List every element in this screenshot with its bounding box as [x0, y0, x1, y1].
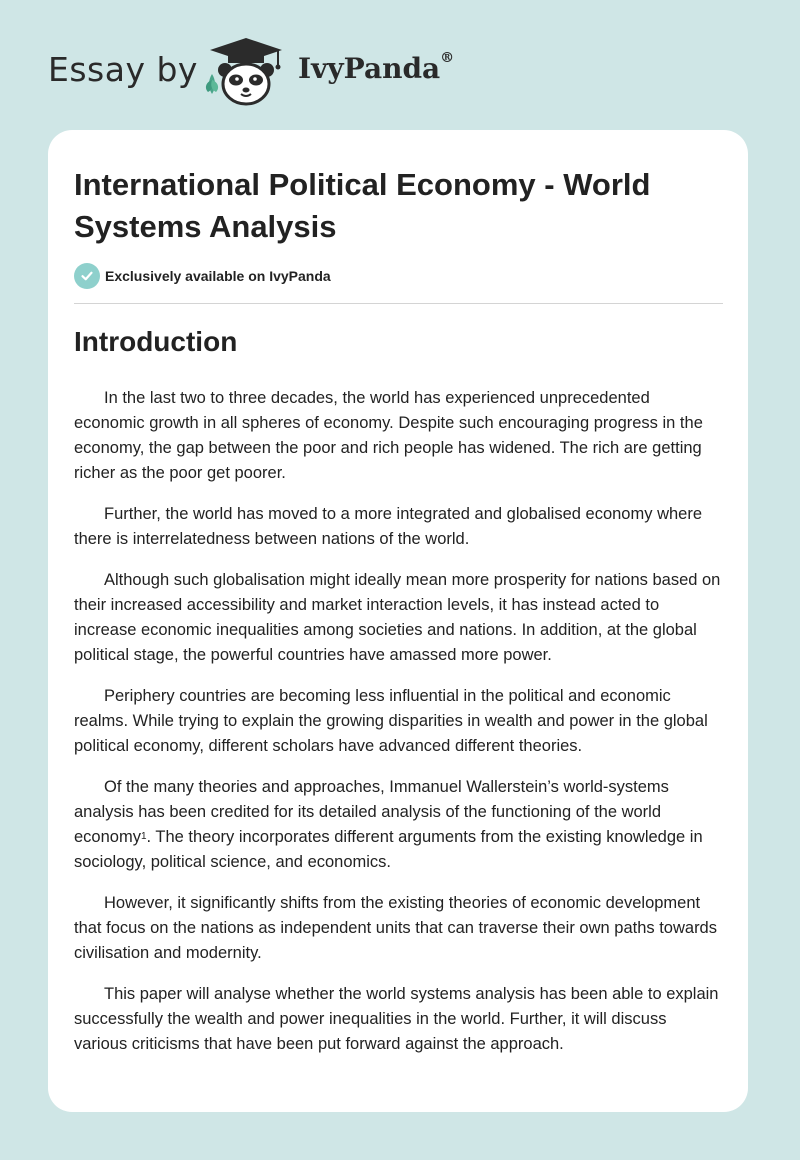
paragraph: This paper will analyse whether the world systems analysis has been able to explain successfully the wealth and power inequalities in the world. Further, it will discuss various criticisms that have been put forward against the approach. — [74, 985, 719, 1053]
paragraph-text: . The theory incorporates different arguments from the existing knowledge in sociology, political science, and economics. — [74, 828, 703, 871]
footnote-link[interactable]: 1 — [140, 831, 147, 842]
paragraph-text: Of the many theories and approaches, Immanuel Wallerstein’s world-systems analysis has been credited for its detailed analysis of the functioning of the world economy — [74, 778, 669, 846]
divider — [74, 303, 723, 304]
brand-logo-text[interactable] — [298, 52, 454, 85]
exclusive-badge — [74, 263, 331, 289]
paragraph — [74, 775, 724, 875]
paragraph: However, it significantly shifts from the existing theories of economic development that focus on the nations as independent units that can traverse their own paths towards civilisation and modernity. — [74, 894, 717, 962]
paragraph: Although such globalisation might ideally mean more prosperity for nations based on their increased accessibility and market interaction levels, it has instead acted to increase economic inequalities among societies and nations. In addition, at the global political stage, the powerful countries have amassed more power. — [74, 571, 721, 664]
article-card — [48, 130, 748, 1112]
registered-mark: ® — [440, 50, 455, 66]
article-body — [74, 386, 724, 1073]
exclusive-badge-label: Exclusively available on IvyPanda — [105, 268, 331, 284]
paragraph: In the last two to three decades, the world has experienced unprecedented economic growth in all spheres of economy. Despite such encouraging progress in the economy, the gap between the poor and rich people has widened. The rich are getting richer as the poor get poorer. — [74, 389, 703, 482]
page-title: International Political Economy - World Systems Analysis — [74, 167, 651, 244]
section-heading: Introduction — [74, 326, 238, 357]
essay-by-label: Essay by — [48, 50, 198, 89]
brand-name: IvyPanda — [298, 52, 441, 85]
site-header — [0, 0, 800, 130]
panda-graduate-icon[interactable] — [198, 34, 294, 108]
check-icon — [74, 263, 100, 289]
paragraph: Further, the world has moved to a more integrated and globalised economy where there is interrelatedness between nations of the world. — [74, 505, 703, 548]
paragraph: Periphery countries are becoming less influential in the political and economic realms. While trying to explain the growing disparities in wealth and power in the global political economy, different scholars have advanced different theories. — [74, 687, 708, 755]
